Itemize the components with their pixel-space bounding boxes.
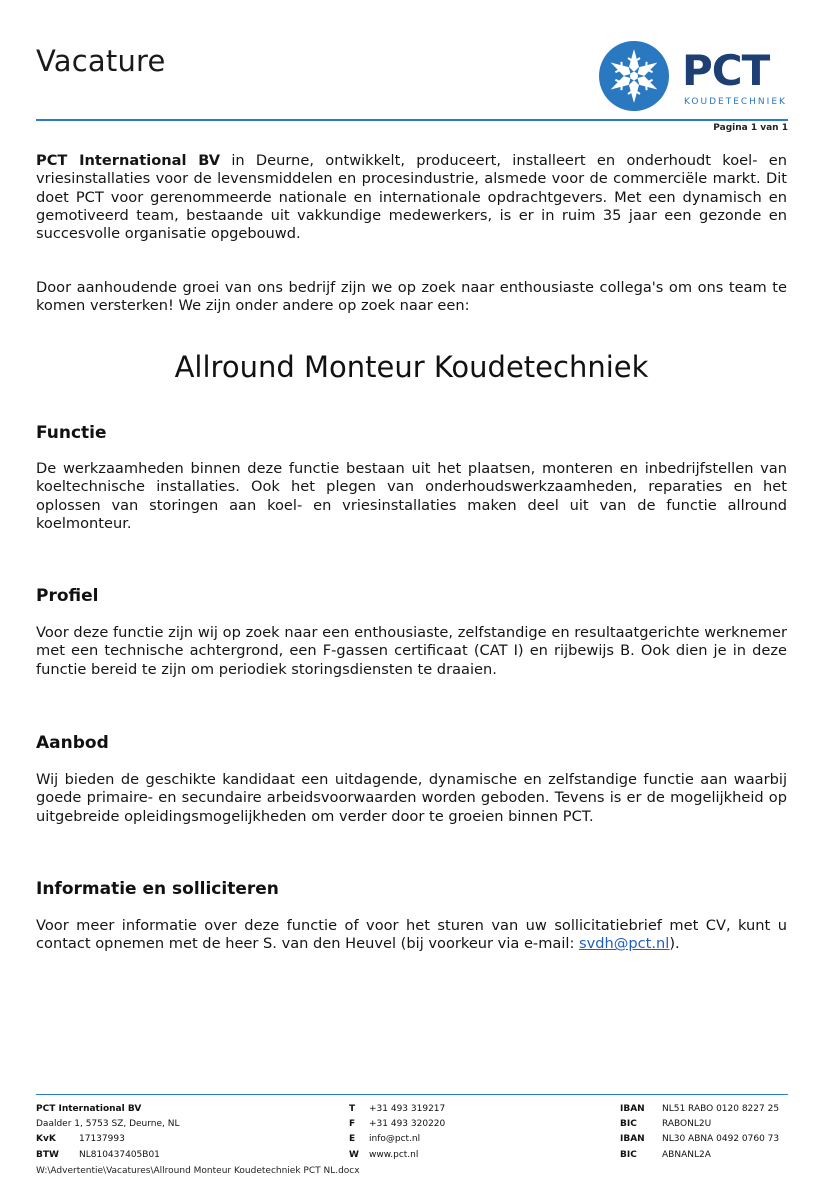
footer-phone: +31 493 319217: [369, 1104, 446, 1114]
section-text-informatie: [36, 917, 787, 954]
logo-subtitle: KOUDETECHNIEK: [684, 97, 787, 107]
footer-website-label: W: [349, 1149, 359, 1160]
footer-bic2-label: BIC: [620, 1149, 637, 1160]
footer-iban2-label: IBAN: [620, 1134, 645, 1145]
document-title: Vacature: [36, 44, 166, 78]
footer-iban-1: NL51 RABO 0120 8227 25: [662, 1104, 780, 1114]
footer-company-name: PCT International BV: [36, 1104, 142, 1114]
informatie-text: Voor meer informatie over deze functie of voor het sturen van uw sollicitatiebrief met CV, kunt u contact opnemen met de heer S. van den Heuvel (bij voorkeur via e-mail:: [36, 917, 787, 953]
section-text-functie: De werkzaamheden binnen deze functie bestaan uit het plaatsen, monteren en inbedrijfstellen van koeltechnische installaties. Ook het plegen van onderhoudswerkzaamheden, reparaties en het oplossen van storingen aan koel- en vriesinstallaties maken deel uit van de functie allround koelmonteur.: [36, 460, 787, 532]
footer-kvk-value: 17137993: [79, 1134, 125, 1145]
company-logo: [598, 40, 794, 116]
footer-iban-2: NL30 ABNA 0492 0760 73: [662, 1134, 780, 1145]
intro-text: in Deurne, ontwikkelt, produceert, installeert en onderhoudt koel- en vriesinstallaties voor de levensmiddelen en procesindustrie, alsmede voor de commerciële markt. Dit doet PCT voor gerenommeerde nationale en internationale opdrachtgevers. Met een dynamisch en gemotiveerd team, bestaande uit vakkundige medewerkers, is er in ruim 35 jaar een gezonde en succesvolle organisatie opgebouwd.: [36, 152, 787, 243]
footer-fax: +31 493 320220: [369, 1119, 446, 1130]
contact-email-link[interactable]: svdh@pct.nl: [579, 935, 670, 953]
section-text-aanbod: Wij bieden de geschikte kandidaat een uitdagende, dynamische en zelfstandige functie aan waarbij goede primaire- en secundaire arbeidsvoorwaarden worden geboden. Tevens is er de mogelijkheid op uitgebreide opleidingsmogelijkheden om verder door te groeien binnen PCT.: [36, 771, 787, 825]
intro-paragraph-2: Door aanhoudende groei van ons bedrijf zijn we op zoek naar enthousiaste collega's om ons team te komen versterken! We zijn onder andere op zoek naar een:: [36, 279, 787, 315]
footer-website[interactable]: www.pct.nl: [369, 1149, 419, 1160]
footer-email[interactable]: info@pct.nl: [369, 1134, 421, 1145]
footer-btw-value: NL810437405B01: [79, 1149, 160, 1160]
footer-company-block: [36, 1102, 180, 1163]
footer-kvk-label: KvK: [36, 1134, 56, 1145]
logo-wordmark: PCT: [682, 46, 770, 95]
section-text-profiel: Voor deze functie zijn wij op zoek naar een enthousiaste, zelfstandige en resultaatgerichte werknemer met een technische achtergrond, een F-gassen certificaat (CAT I) en rijbewijs B. Ook dien je in deze functie bereid te zijn om periodiek storingsdiensten te draaien.: [36, 624, 787, 678]
footer-bic-label: BIC: [620, 1119, 637, 1130]
footer-contact-block: [349, 1102, 445, 1163]
footer-bic-1: RABONL2U: [662, 1119, 712, 1130]
job-title: Allround Monteur Koudetechniek: [174, 350, 649, 384]
informatie-text-end: ).: [669, 935, 680, 953]
footer-phone-label: T: [349, 1104, 356, 1114]
page-number: Pagina 1 van 1: [713, 123, 788, 133]
snowflake-icon: [598, 40, 674, 116]
file-path: W:\Advertentie\Vacatures\Allround Monteur Koudetechniek PCT NL.docx: [36, 1166, 360, 1176]
section-heading-informatie: Informatie en solliciteren: [36, 879, 279, 899]
footer-bank-block: [620, 1102, 779, 1163]
footer-fax-label: F: [349, 1119, 356, 1130]
section-heading-profiel: Profiel: [36, 586, 99, 606]
section-heading-functie: Functie: [36, 423, 107, 443]
footer-btw-label: BTW: [36, 1149, 59, 1160]
section-heading-aanbod: Aanbod: [36, 733, 109, 753]
footer-address: Daalder 1, 5753 SZ, Deurne, NL: [36, 1119, 180, 1130]
company-name: PCT International BV: [36, 152, 221, 169]
intro-paragraph: [36, 152, 787, 243]
footer-iban-label: IBAN: [620, 1104, 645, 1114]
footer-divider: [36, 1094, 788, 1095]
header-divider: [36, 119, 788, 121]
footer-bic-2: ABNANL2A: [662, 1149, 711, 1160]
footer-email-label: E: [349, 1134, 356, 1145]
